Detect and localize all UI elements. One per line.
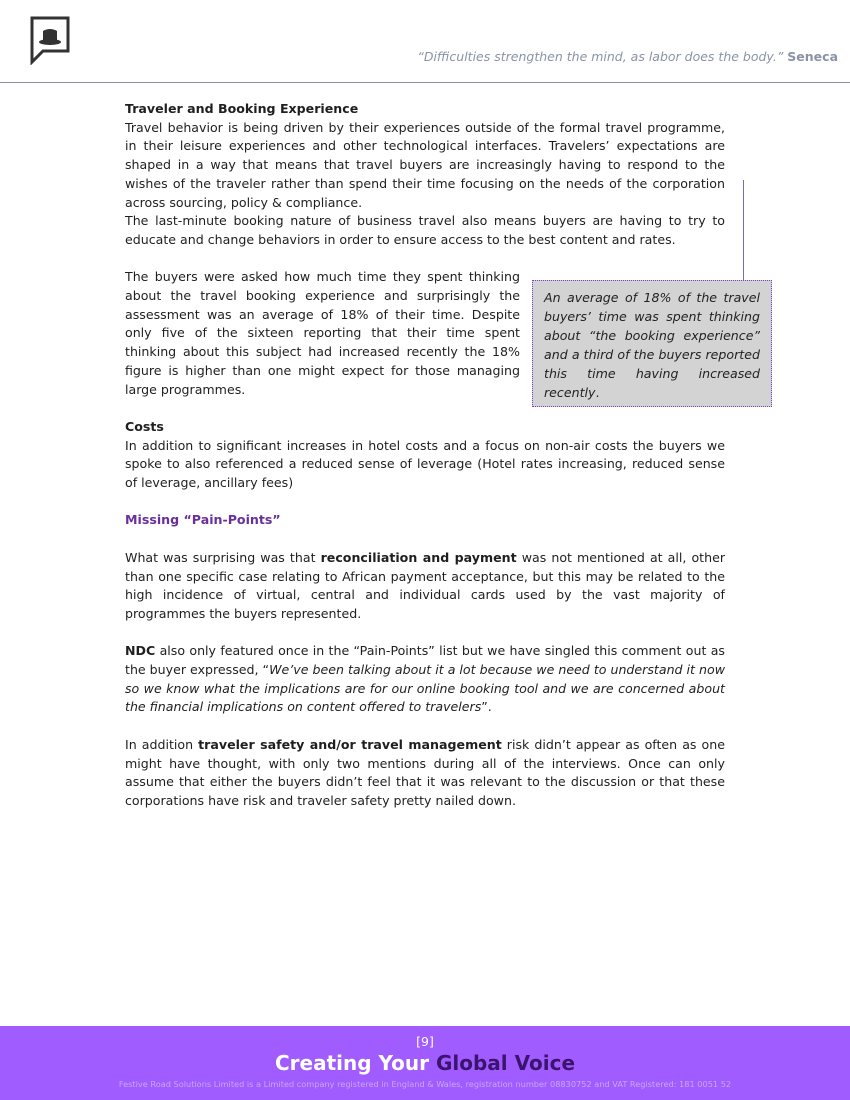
page-content bbox=[125, 100, 725, 811]
section-heading-traveler: Traveler and Booking Experience bbox=[125, 101, 359, 116]
speech-bubble-hat-icon bbox=[29, 15, 71, 65]
pain-paragraph-1: What was surprising was that reconciliation and payment was not mentioned at all, other than one specific case relating to African payment acceptance, but this may be related to the high incidence of virtual, central and individual cards used by the vast majority of programmes the buyers represented. bbox=[125, 549, 726, 621]
pull-quote-callout: An average of 18% of the travel buyers’ time was spent thinking about “the booking experience” and a third of the buyers reported this time having increased recently. bbox=[532, 280, 772, 407]
header-divider bbox=[0, 82, 850, 83]
quote-text: “Difficulties strengthen the mind, as labor does the body.” bbox=[417, 49, 784, 64]
header-quote bbox=[417, 49, 838, 64]
callout-connector-line bbox=[743, 180, 744, 280]
costs-paragraph: In addition to significant increases in hotel costs and a focus on non-air costs the buyers we spoke to also referenced a reduced sense of leverage (Hotel rates increasing, reduced sense of leverage, ancillary fees) bbox=[125, 437, 725, 491]
page-number: [9] bbox=[416, 1034, 434, 1049]
pain-paragraph-3: In addition traveler safety and/or travel management risk didn’t appear as often as one might have thought, with only two mentions during all of the interviews. Once can only assume that either the buyers didn’t feel that it was relevant to the discussion or that these corporations have risk and traveler safety pretty nailed down. bbox=[125, 736, 725, 808]
footer-legal-text: Festive Road Solutions Limited is a Limited company registered in England & Wales, registration number 08830752 and VAT Registered: 181 0051 52 bbox=[118, 1079, 732, 1089]
page-footer bbox=[0, 1026, 850, 1100]
section-heading-pain-points: Missing “Pain-Points” bbox=[125, 512, 281, 528]
footer-slogan: Creating Your Global Voice bbox=[274, 1051, 576, 1075]
quote-author: Seneca bbox=[787, 49, 838, 64]
section-heading-costs: Costs bbox=[125, 418, 164, 434]
traveler-paragraph-1: Travel behavior is being driven by their experiences outside of the formal travel programme, in their leisure experiences and other technological interfaces. Travelers’ expectations are shaped in a way that means that travel buyers are increasingly having to respond to the wishes of the traveler rather than spend their time focusing on the needs of the corporation across sourcing, policy & compliance. bbox=[125, 119, 725, 210]
traveler-paragraph-2: The last-minute booking nature of business travel also means buyers are having to try to educate and change behaviors in order to ensure access to the best content and rates. bbox=[125, 213, 725, 247]
pain-paragraph-2: NDC also only featured once in the “Pain-Points” list but we have singled this comment out as the buyer expressed, “We’ve been talking about it a lot because we need to understand it now so we know what the implications are for our online booking tool and we are concerned about the financial implications on content offered to travelers”. bbox=[125, 643, 725, 715]
traveler-paragraph-3: The buyers were asked how much time they spent thinking about the travel booking experience and surprisingly the assessment was an average of 18% of their time. Despite only five of the sixteen reporting that their time spent thinking about this subject had increased recently the 18% figure is higher than one might expect for those managing large programmes. bbox=[125, 269, 520, 397]
